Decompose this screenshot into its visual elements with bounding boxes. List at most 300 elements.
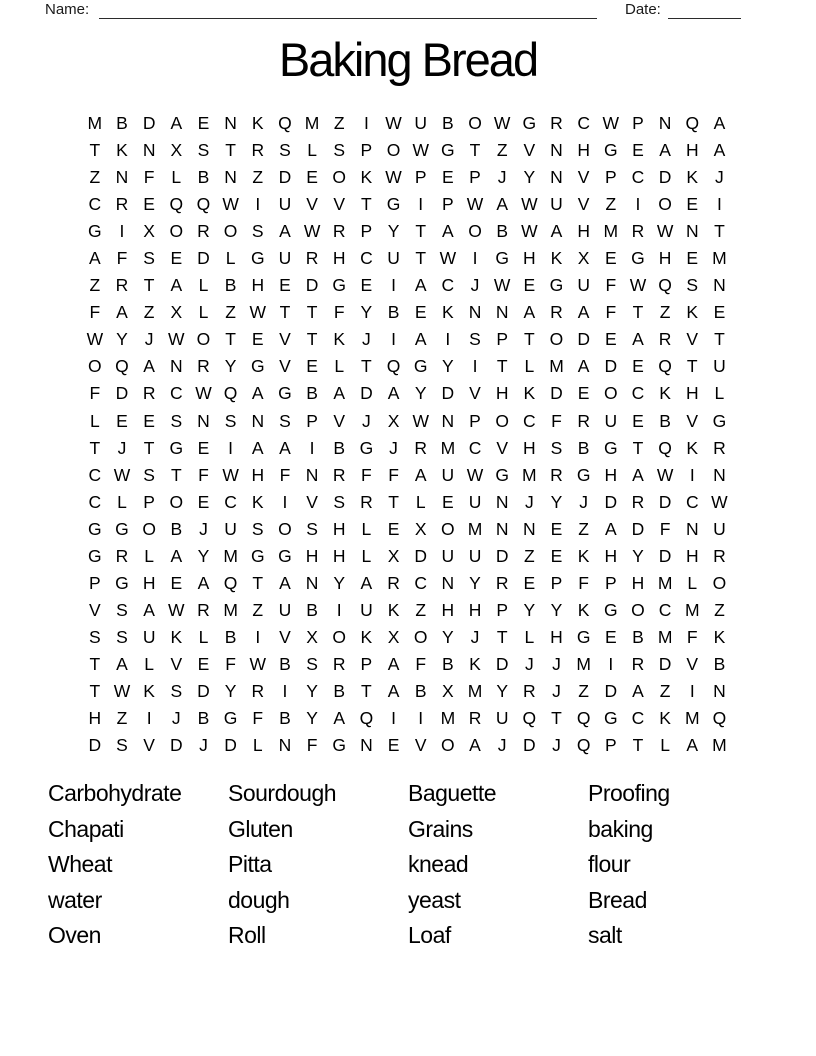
grid-letter: N — [713, 275, 726, 296]
grid-letter: R — [577, 410, 590, 431]
grid-letter: Q — [359, 708, 373, 729]
grid-letter: T — [225, 329, 236, 350]
grid-letter: A — [279, 437, 291, 458]
grid-letter: V — [496, 437, 508, 458]
grid-letter: E — [306, 167, 318, 188]
grid-letter: I — [635, 194, 640, 215]
grid-letter: W — [521, 194, 538, 215]
grid-letter: W — [249, 302, 266, 323]
grid-letter: K — [251, 491, 264, 512]
grid-letter: K — [333, 329, 345, 350]
grid-letter: H — [251, 275, 264, 296]
grid-letter: M — [657, 626, 672, 647]
word-list-item: Grains — [408, 815, 473, 842]
grid-letter: B — [387, 302, 399, 323]
grid-letter: T — [632, 735, 643, 756]
grid-letter: A — [414, 329, 427, 350]
grid-letter: C — [468, 437, 481, 458]
grid-letter: D — [577, 329, 590, 350]
grid-letter: O — [386, 140, 400, 161]
grid-letter: V — [143, 735, 155, 756]
grid-letter: O — [88, 356, 102, 377]
grid-letter: Y — [387, 221, 399, 242]
grid-letter: M — [223, 599, 238, 620]
grid-letter: P — [442, 194, 454, 215]
grid-letter: O — [142, 518, 156, 539]
grid-letter: R — [332, 653, 346, 674]
grid-letter: Z — [605, 194, 616, 215]
grid-letter: V — [333, 194, 345, 215]
grid-letter: R — [115, 545, 128, 566]
word-list-item: salt — [588, 922, 622, 948]
word-list-item: Wheat — [48, 851, 112, 877]
grid-letter: I — [282, 491, 287, 512]
grid-letter: Q — [658, 275, 672, 296]
grid-letter: G — [250, 356, 265, 377]
grid-letter: G — [332, 275, 346, 296]
grid-letter: A — [251, 437, 264, 458]
grid-letter: H — [495, 383, 508, 404]
grid-letter: O — [441, 735, 455, 756]
word-list-item: dough — [228, 886, 290, 913]
grid-letter: H — [685, 545, 699, 566]
grid-letter: T — [252, 572, 263, 593]
grid-letter: A — [414, 275, 427, 296]
grid-letter: W — [521, 221, 538, 242]
grid-letter: H — [251, 464, 264, 485]
grid-letter: X — [414, 518, 427, 539]
grid-letter: W — [385, 167, 402, 188]
grid-letter: P — [469, 167, 481, 188]
grid-letter: R — [251, 681, 264, 701]
grid-letter: T — [361, 681, 372, 701]
grid-letter: A — [197, 572, 209, 593]
grid-letter: D — [360, 383, 373, 404]
grid-letter: A — [713, 113, 725, 134]
grid-letter: S — [550, 437, 562, 458]
grid-letter: W — [222, 464, 239, 485]
grid-letter: L — [307, 140, 317, 161]
grid-letter: D — [224, 735, 237, 756]
grid-letter: S — [333, 491, 345, 512]
grid-letter: N — [115, 167, 128, 188]
grid-letter: H — [305, 545, 318, 566]
grid-letter: E — [387, 735, 399, 756]
grid-letter: F — [605, 302, 616, 323]
grid-letter: N — [685, 221, 699, 242]
grid-letter: T — [523, 329, 535, 350]
grid-letter: D — [495, 545, 508, 566]
grid-letter: W — [493, 275, 510, 296]
grid-letter: G — [115, 518, 129, 539]
grid-letter: H — [332, 248, 346, 269]
grid-letter: E — [197, 653, 209, 674]
grid-letter: R — [523, 681, 536, 701]
grid-letter: T — [415, 248, 426, 269]
grid-letter: S — [306, 653, 318, 674]
grid-letter: G — [278, 383, 292, 404]
grid-letter: E — [632, 410, 644, 431]
grid-letter: M — [603, 221, 618, 242]
grid-letter: W — [493, 113, 510, 134]
grid-letter: D — [305, 275, 318, 296]
grid-letter: P — [88, 572, 101, 593]
grid-letter: U — [713, 518, 726, 539]
grid-letter: Q — [576, 708, 590, 729]
word-list-item: Proofing — [588, 780, 670, 806]
grid-letter: S — [251, 221, 264, 242]
grid-letter: E — [143, 194, 155, 215]
grid-letter: B — [306, 599, 318, 620]
grid-letter: A — [469, 735, 481, 756]
grid-letter: P — [604, 572, 617, 593]
grid-letter: K — [686, 167, 698, 188]
grid-letter: A — [577, 302, 589, 323]
grid-letter: E — [306, 356, 318, 377]
grid-letter: D — [115, 383, 128, 404]
grid-letter: I — [255, 194, 260, 215]
grid-letter: J — [362, 329, 371, 350]
grid-letter: W — [113, 464, 130, 485]
grid-letter: B — [224, 275, 236, 296]
grid-letter: P — [550, 572, 562, 593]
grid-letter: M — [657, 572, 672, 593]
grid-letter: F — [225, 653, 236, 674]
grid-letter: C — [631, 167, 644, 188]
grid-letter: N — [685, 518, 699, 539]
grid-letter: A — [387, 681, 399, 701]
grid-letter: E — [523, 275, 535, 296]
grid-letter: Q — [278, 113, 292, 134]
grid-letter: N — [713, 681, 726, 701]
grid-letter: N — [658, 113, 671, 134]
grid-letter: A — [116, 653, 128, 674]
grid-letter: D — [658, 491, 671, 512]
grid-letter: G — [413, 356, 428, 377]
grid-letter: J — [470, 275, 479, 296]
grid-letter: E — [686, 194, 698, 215]
grid-letter: V — [686, 410, 698, 431]
letter-grid — [81, 110, 733, 759]
grid-letter: Y — [469, 572, 481, 593]
grid-letter: K — [170, 626, 182, 647]
grid-letter: J — [470, 626, 479, 647]
grid-letter: E — [523, 572, 535, 593]
grid-letter: W — [385, 113, 402, 134]
grid-letter: L — [89, 410, 100, 431]
grid-letter: I — [689, 464, 695, 485]
grid-letter: F — [605, 275, 616, 296]
grid-letter: G — [603, 437, 618, 458]
name-label: Name: — [45, 1, 90, 18]
grid-letter: N — [550, 167, 563, 188]
grid-letter: T — [279, 302, 290, 323]
grid-letter: Y — [523, 167, 535, 188]
grid-letter: Y — [224, 356, 236, 377]
grid-letter: A — [279, 572, 291, 593]
grid-letter: W — [629, 275, 646, 296]
grid-letter: C — [88, 464, 101, 485]
grid-letter: H — [441, 599, 454, 620]
grid-letter: W — [711, 491, 728, 512]
grid-letter: I — [363, 113, 369, 134]
grid-letter: Z — [578, 518, 589, 539]
grid-letter: K — [686, 302, 698, 323]
grid-letter: I — [472, 356, 477, 377]
grid-letter: L — [687, 572, 697, 593]
grid-letter: A — [414, 464, 427, 485]
grid-letter: N — [441, 572, 454, 593]
grid-letter: L — [361, 545, 371, 566]
grid-letter: K — [469, 653, 481, 674]
grid-letter: I — [472, 248, 477, 269]
grid-letter: U — [604, 410, 617, 431]
grid-letter: E — [360, 275, 372, 296]
grid-letter: A — [523, 302, 535, 323]
grid-letter: Z — [578, 681, 589, 701]
grid-letter: R — [142, 383, 155, 404]
grid-letter: I — [255, 626, 260, 647]
grid-letter: T — [714, 221, 725, 242]
grid-letter: T — [89, 681, 100, 701]
grid-letter: T — [496, 356, 508, 377]
grid-letter: O — [332, 167, 346, 188]
grid-letter: H — [685, 140, 699, 161]
grid-letter: D — [495, 653, 508, 674]
grid-letter: O — [332, 626, 346, 647]
grid-letter: H — [577, 221, 590, 242]
grid-letter: A — [659, 140, 671, 161]
grid-letter: U — [224, 518, 237, 539]
grid-letter: D — [658, 653, 671, 674]
grid-letter: B — [170, 518, 182, 539]
grid-letter: C — [685, 491, 699, 512]
grid-letter: C — [414, 572, 427, 593]
grid-letter: U — [278, 194, 291, 215]
grid-letter: N — [495, 491, 508, 512]
grid-letter: M — [684, 708, 700, 729]
grid-letter: X — [387, 545, 399, 566]
word-list-item: Bread — [588, 886, 647, 913]
grid-letter: R — [115, 275, 128, 296]
grid-letter: G — [603, 140, 618, 161]
grid-letter: S — [116, 735, 128, 756]
grid-letter: D — [197, 248, 210, 269]
grid-letter: F — [388, 464, 399, 485]
grid-letter: J — [497, 735, 507, 756]
grid-letter: N — [142, 140, 155, 161]
grid-letter: C — [631, 383, 644, 404]
grid-letter: T — [388, 491, 399, 512]
grid-letter: Z — [333, 113, 345, 134]
grid-letter: Z — [225, 302, 236, 323]
grid-letter: N — [224, 167, 237, 188]
grid-letter: U — [577, 275, 590, 296]
grid-letter: R — [468, 708, 481, 729]
grid-letter: K — [686, 437, 698, 458]
grid-letter: K — [523, 383, 535, 404]
grid-letter: E — [414, 302, 427, 323]
grid-letter: U — [441, 545, 454, 566]
word-list-item: flour — [588, 851, 631, 877]
grid-letter: B — [197, 708, 209, 729]
grid-letter: N — [550, 140, 563, 161]
grid-letter: N — [468, 302, 481, 323]
grid-letter: R — [360, 491, 373, 512]
grid-letter: K — [550, 248, 562, 269]
grid-letter: D — [414, 545, 427, 566]
grid-letter: D — [197, 681, 210, 701]
grid-letter: Z — [116, 708, 127, 729]
grid-letter: A — [577, 356, 589, 377]
grid-letter: F — [306, 735, 317, 756]
grid-letter: R — [713, 437, 726, 458]
grid-letter: U — [142, 626, 155, 647]
grid-letter: P — [360, 653, 372, 674]
grid-letter: S — [224, 410, 236, 431]
grid-letter: N — [495, 518, 508, 539]
grid-letter: P — [306, 410, 318, 431]
grid-letter: Z — [714, 599, 725, 620]
grid-letter: Z — [89, 275, 100, 296]
grid-letter: Y — [414, 383, 427, 404]
grid-letter: W — [466, 464, 483, 485]
word-list-item: Pitta — [228, 851, 272, 877]
grid-letter: I — [336, 599, 342, 620]
grid-letter: A — [632, 464, 644, 485]
grid-letter: T — [632, 302, 643, 323]
grid-letter: J — [715, 167, 724, 188]
grid-letter: G — [495, 464, 509, 485]
grid-letter: T — [496, 626, 508, 647]
grid-letter: E — [632, 140, 644, 161]
grid-letter: B — [442, 113, 454, 134]
grid-letter: S — [251, 518, 264, 539]
grid-letter: Y — [306, 708, 318, 729]
grid-letter: P — [360, 140, 372, 161]
grid-letter: Y — [442, 626, 454, 647]
grid-letter: Y — [116, 329, 128, 350]
grid-letter: U — [278, 248, 291, 269]
grid-letter: T — [361, 194, 372, 215]
grid-letter: F — [198, 464, 209, 485]
grid-letter: E — [604, 626, 617, 647]
grid-letter: A — [143, 356, 155, 377]
word-list-item: baking — [588, 815, 653, 842]
grid-letter: N — [441, 410, 454, 431]
grid-letter: G — [386, 194, 400, 215]
grid-letter: A — [251, 383, 264, 404]
grid-letter: G — [576, 626, 590, 647]
grid-letter: Y — [523, 599, 535, 620]
grid-letter: N — [305, 572, 318, 593]
grid-letter: Z — [523, 545, 535, 566]
grid-letter: H — [332, 518, 346, 539]
grid-letter: Q — [223, 572, 237, 593]
grid-letter: A — [116, 302, 128, 323]
grid-letter: J — [579, 491, 588, 512]
grid-letter: W — [656, 464, 673, 485]
grid-letter: E — [604, 329, 617, 350]
grid-letter: O — [468, 221, 482, 242]
grid-letter: X — [306, 626, 318, 647]
grid-letter: Y — [360, 302, 372, 323]
grid-letter: Q — [685, 113, 699, 134]
grid-letter: X — [143, 221, 155, 242]
grid-letter: S — [143, 464, 155, 485]
grid-letter: D — [142, 113, 155, 134]
grid-letter: L — [198, 275, 208, 296]
grid-letter: W — [168, 329, 185, 350]
grid-letter: H — [468, 599, 481, 620]
grid-letter: D — [631, 518, 644, 539]
grid-letter: W — [466, 194, 483, 215]
grid-letter: D — [658, 545, 671, 566]
grid-letter: Q — [712, 708, 726, 729]
grid-letter: E — [550, 518, 562, 539]
grid-letter: V — [523, 140, 535, 161]
grid-letter: R — [631, 491, 644, 512]
word-list-item: Gluten — [228, 815, 293, 842]
grid-letter: H — [631, 572, 644, 593]
grid-letter: H — [332, 545, 346, 566]
grid-letter: R — [387, 572, 400, 593]
word-list-item: Loaf — [408, 922, 451, 948]
grid-letter: C — [88, 194, 101, 215]
grid-letter: D — [550, 383, 563, 404]
grid-letter: Z — [143, 302, 154, 323]
grid-letter: R — [495, 572, 508, 593]
grid-letter: V — [333, 410, 345, 431]
grid-letter: L — [334, 356, 344, 377]
grid-letter: L — [225, 248, 235, 269]
grid-letter: E — [632, 356, 644, 377]
grid-letter: G — [169, 437, 183, 458]
grid-letter: I — [608, 653, 613, 674]
grid-letter: F — [89, 302, 100, 323]
grid-letter: G — [278, 545, 292, 566]
grid-letter: L — [198, 626, 208, 647]
grid-letter: R — [197, 221, 210, 242]
word-list-item: knead — [408, 851, 469, 877]
grid-letter: U — [360, 599, 373, 620]
grid-letter: C — [577, 113, 590, 134]
grid-letter: V — [306, 491, 318, 512]
grid-letter: R — [550, 302, 563, 323]
grid-letter: G — [88, 545, 102, 566]
grid-letter: S — [170, 681, 182, 701]
grid-letter: Y — [496, 681, 508, 701]
grid-letter: K — [251, 113, 264, 134]
grid-letter: F — [252, 708, 263, 729]
grid-letter: I — [146, 708, 152, 729]
grid-letter: R — [197, 356, 210, 377]
grid-letter: A — [279, 221, 291, 242]
grid-letter: W — [168, 599, 185, 620]
grid-letter: Q — [196, 194, 210, 215]
grid-letter: C — [631, 708, 644, 729]
grid-letter: G — [522, 113, 536, 134]
grid-letter: K — [360, 167, 372, 188]
grid-letter: D — [169, 735, 183, 756]
grid-letter: C — [360, 248, 373, 269]
grid-letter: L — [361, 518, 371, 539]
grid-letter: B — [333, 681, 345, 701]
grid-letter: J — [117, 437, 126, 458]
grid-letter: P — [632, 113, 644, 134]
grid-letter: T — [632, 437, 643, 458]
grid-letter: R — [305, 248, 318, 269]
